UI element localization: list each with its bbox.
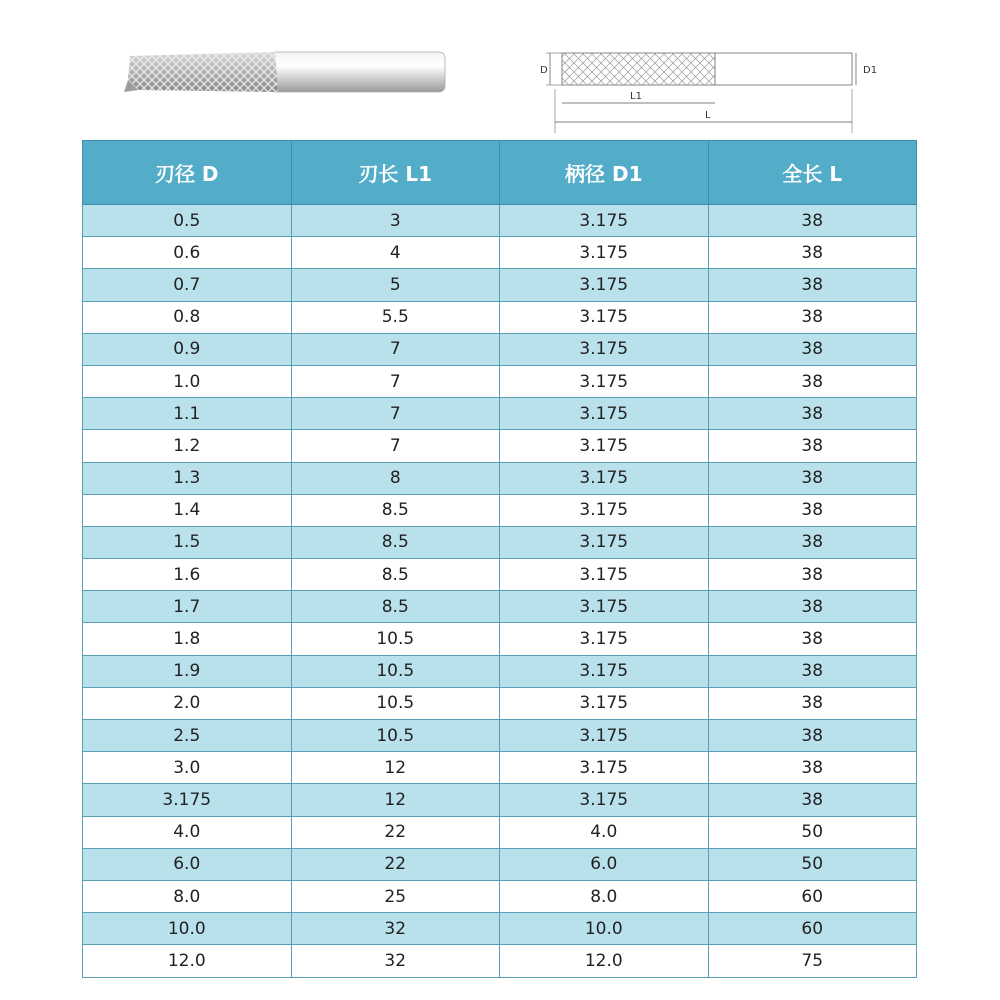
cell-blade-length: 25 <box>291 880 500 912</box>
table-row <box>83 784 917 816</box>
table-row <box>83 462 917 494</box>
cell-blade-length: 8 <box>291 462 500 494</box>
cell-shank-diameter: 3.175 <box>500 398 709 430</box>
cell-blade-length: 10.5 <box>291 623 500 655</box>
cell-overall-length: 60 <box>708 913 917 945</box>
table-row <box>83 559 917 591</box>
cell-blade-length: 8.5 <box>291 591 500 623</box>
table-row <box>83 398 917 430</box>
cell-overall-length: 60 <box>708 880 917 912</box>
cell-blade-diameter: 1.8 <box>83 623 292 655</box>
header-shank-diameter: 柄径 D1 <box>500 141 709 205</box>
cell-blade-diameter: 1.6 <box>83 559 292 591</box>
cell-shank-diameter: 3.175 <box>500 462 709 494</box>
end-mill-photo <box>120 40 450 102</box>
table-row <box>83 848 917 880</box>
cell-blade-length: 22 <box>291 848 500 880</box>
cell-overall-length: 38 <box>708 365 917 397</box>
cell-overall-length: 38 <box>708 623 917 655</box>
label-d1: D1 <box>863 65 878 76</box>
table-row <box>83 816 917 848</box>
table-row <box>83 365 917 397</box>
cell-overall-length: 38 <box>708 237 917 269</box>
cell-shank-diameter: 3.175 <box>500 784 709 816</box>
cell-overall-length: 38 <box>708 559 917 591</box>
cell-blade-diameter: 10.0 <box>83 913 292 945</box>
cell-shank-diameter: 3.175 <box>500 526 709 558</box>
cell-blade-length: 7 <box>291 333 500 365</box>
cell-overall-length: 38 <box>708 333 917 365</box>
table-row <box>83 494 917 526</box>
cell-overall-length: 38 <box>708 301 917 333</box>
cell-blade-diameter: 12.0 <box>83 945 292 977</box>
cell-blade-length: 3 <box>291 205 500 237</box>
cell-shank-diameter: 3.175 <box>500 365 709 397</box>
header-blade-length: 刃长 L1 <box>291 141 500 205</box>
cell-overall-length: 38 <box>708 462 917 494</box>
cell-blade-length: 12 <box>291 784 500 816</box>
cell-blade-diameter: 0.6 <box>83 237 292 269</box>
cell-overall-length: 38 <box>708 784 917 816</box>
cell-blade-diameter: 1.5 <box>83 526 292 558</box>
cell-shank-diameter: 3.175 <box>500 494 709 526</box>
cell-overall-length: 38 <box>708 494 917 526</box>
cell-blade-length: 5 <box>291 269 500 301</box>
cell-overall-length: 38 <box>708 720 917 752</box>
table-row <box>83 301 917 333</box>
header-row <box>83 141 917 205</box>
cell-overall-length: 38 <box>708 269 917 301</box>
cell-blade-diameter: 1.3 <box>83 462 292 494</box>
cell-blade-diameter: 0.7 <box>83 269 292 301</box>
cell-blade-diameter: 4.0 <box>83 816 292 848</box>
cell-blade-length: 8.5 <box>291 559 500 591</box>
cell-blade-length: 10.5 <box>291 687 500 719</box>
table-row <box>83 269 917 301</box>
cell-shank-diameter: 3.175 <box>500 591 709 623</box>
table-row <box>83 945 917 977</box>
cell-shank-diameter: 6.0 <box>500 848 709 880</box>
cell-overall-length: 38 <box>708 526 917 558</box>
cell-blade-diameter: 1.9 <box>83 655 292 687</box>
cell-shank-diameter: 3.175 <box>500 237 709 269</box>
cell-shank-diameter: 10.0 <box>500 913 709 945</box>
cell-blade-diameter: 1.7 <box>83 591 292 623</box>
cell-blade-length: 10.5 <box>291 655 500 687</box>
table-row <box>83 205 917 237</box>
cell-shank-diameter: 3.175 <box>500 269 709 301</box>
cell-overall-length: 50 <box>708 816 917 848</box>
table-row <box>83 880 917 912</box>
table-row <box>83 591 917 623</box>
cell-shank-diameter: 3.175 <box>500 559 709 591</box>
label-l1: L1 <box>630 91 642 102</box>
cell-shank-diameter: 3.175 <box>500 623 709 655</box>
table-row <box>83 752 917 784</box>
cell-blade-diameter: 1.0 <box>83 365 292 397</box>
cell-overall-length: 38 <box>708 655 917 687</box>
cell-blade-diameter: 0.8 <box>83 301 292 333</box>
table-row <box>83 333 917 365</box>
label-d: D <box>540 65 548 76</box>
cell-blade-diameter: 2.5 <box>83 720 292 752</box>
table-row <box>83 623 917 655</box>
table-row <box>83 430 917 462</box>
cell-blade-diameter: 8.0 <box>83 880 292 912</box>
header-overall-length: 全长 L <box>708 141 917 205</box>
cell-blade-length: 4 <box>291 237 500 269</box>
cell-shank-diameter: 3.175 <box>500 720 709 752</box>
label-l: L <box>705 110 711 121</box>
cell-overall-length: 38 <box>708 687 917 719</box>
cell-blade-diameter: 3.0 <box>83 752 292 784</box>
table-row <box>83 913 917 945</box>
cell-blade-diameter: 6.0 <box>83 848 292 880</box>
cell-blade-length: 8.5 <box>291 526 500 558</box>
cell-blade-length: 8.5 <box>291 494 500 526</box>
cell-shank-diameter: 4.0 <box>500 816 709 848</box>
cell-blade-length: 7 <box>291 398 500 430</box>
dimension-drawing <box>520 45 890 140</box>
table-row <box>83 526 917 558</box>
cell-overall-length: 38 <box>708 752 917 784</box>
cell-blade-length: 5.5 <box>291 301 500 333</box>
cell-overall-length: 50 <box>708 848 917 880</box>
cell-shank-diameter: 3.175 <box>500 333 709 365</box>
cell-blade-length: 7 <box>291 430 500 462</box>
cell-blade-diameter: 2.0 <box>83 687 292 719</box>
cell-shank-diameter: 3.175 <box>500 655 709 687</box>
cell-overall-length: 75 <box>708 945 917 977</box>
cell-blade-length: 10.5 <box>291 720 500 752</box>
table-row <box>83 237 917 269</box>
cell-blade-diameter: 1.2 <box>83 430 292 462</box>
table-row <box>83 720 917 752</box>
cell-blade-length: 22 <box>291 816 500 848</box>
cell-blade-diameter: 1.4 <box>83 494 292 526</box>
cell-overall-length: 38 <box>708 430 917 462</box>
cell-blade-length: 7 <box>291 365 500 397</box>
cell-overall-length: 38 <box>708 591 917 623</box>
cell-blade-diameter: 1.1 <box>83 398 292 430</box>
spec-table <box>82 140 917 978</box>
header-blade-diameter: 刃径 D <box>83 141 292 205</box>
cell-blade-diameter: 0.9 <box>83 333 292 365</box>
cell-shank-diameter: 3.175 <box>500 687 709 719</box>
cell-blade-length: 32 <box>291 945 500 977</box>
cell-shank-diameter: 8.0 <box>500 880 709 912</box>
cell-shank-diameter: 3.175 <box>500 301 709 333</box>
table-row <box>83 687 917 719</box>
cell-overall-length: 38 <box>708 398 917 430</box>
cell-blade-diameter: 3.175 <box>83 784 292 816</box>
cell-blade-length: 32 <box>291 913 500 945</box>
cell-shank-diameter: 3.175 <box>500 752 709 784</box>
cell-shank-diameter: 3.175 <box>500 430 709 462</box>
cell-blade-length: 12 <box>291 752 500 784</box>
cell-shank-diameter: 12.0 <box>500 945 709 977</box>
cell-overall-length: 38 <box>708 205 917 237</box>
cell-shank-diameter: 3.175 <box>500 205 709 237</box>
table-row <box>83 655 917 687</box>
cell-blade-diameter: 0.5 <box>83 205 292 237</box>
